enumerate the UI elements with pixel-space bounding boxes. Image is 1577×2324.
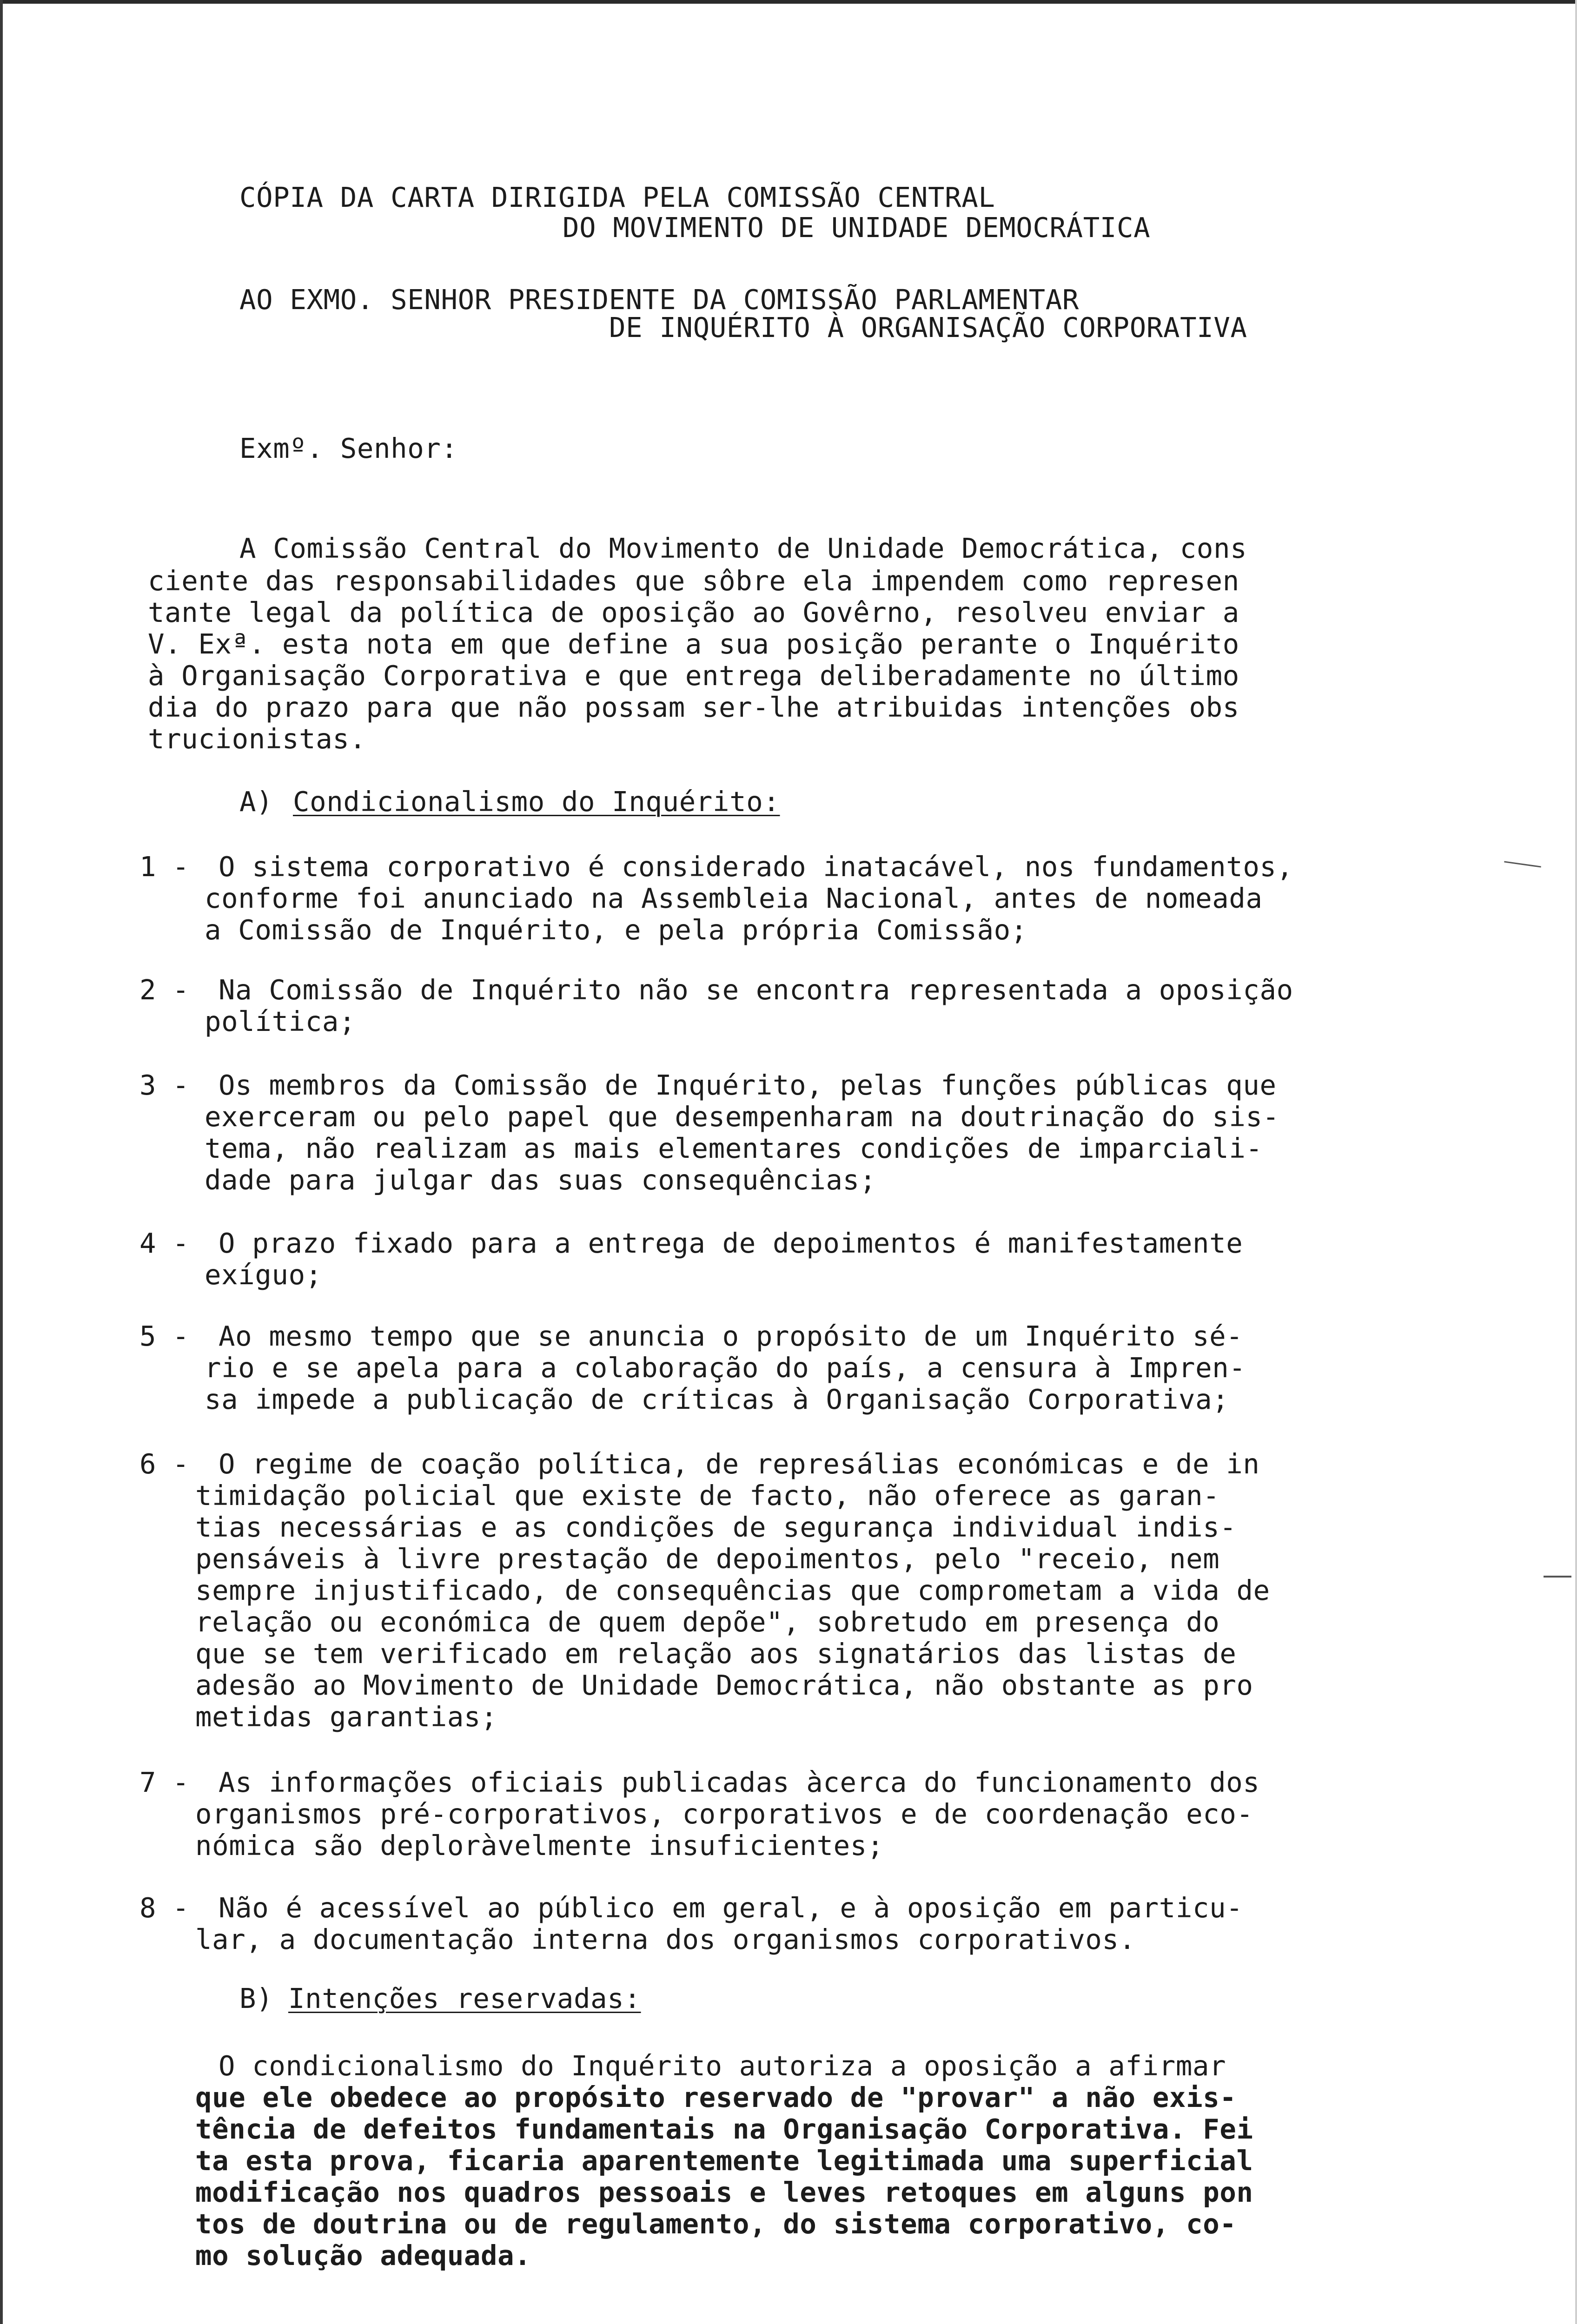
item-3-line: tema, não realizam as mais elementares condições de imparciali- — [205, 1132, 1263, 1164]
section-b-line: ta esta prova, ficaria aparentemente legitimada uma superficial — [195, 2145, 1253, 2177]
salutation: Exmº. Senhor: — [239, 432, 458, 464]
item-1-line: O sistema corporativo é considerado inatacável, nos fundamentos, — [219, 851, 1293, 883]
item-4-number: 4 - — [139, 1227, 189, 1259]
item-5-number: 5 - — [139, 1320, 189, 1352]
intro-line: ciente das responsabilidades que sôbre ela impendem como represen — [148, 565, 1239, 597]
item-6-line: adesão ao Movimento de Unidade Democrática, não obstante as pro — [195, 1669, 1253, 1701]
item-7-number: 7 - — [139, 1766, 189, 1798]
item-3-line: Os membros da Comissão de Inquérito, pelas funções públicas que — [219, 1069, 1277, 1101]
section-b-line: O condicionalismo do Inquérito autoriza a oposição a afirmar — [219, 2050, 1226, 2082]
intro-line: à Organisação Corporativa e que entrega deliberadamente no último — [148, 660, 1239, 692]
section-b-line: tos de doutrina ou de regulamento, do sistema corporativo, co- — [195, 2208, 1237, 2240]
section-b-line: modificação nos quadros pessoais e leves retoques em alguns pon — [195, 2176, 1253, 2208]
item-7-line: As informações oficiais publicadas àcerca do funcionamento dos — [219, 1766, 1260, 1798]
item-4-line: exíguo; — [205, 1259, 322, 1291]
item-6-number: 6 - — [139, 1448, 189, 1480]
scan-mark — [1544, 1576, 1571, 1578]
item-6-line: relação ou económica de quem depõe", sobretudo em presença do — [195, 1606, 1220, 1638]
item-6-line: timidação policial que existe de facto, não oferece as garan- — [195, 1479, 1220, 1512]
item-1-line: a Comissão de Inquérito, e pela própria Comissão; — [205, 914, 1027, 946]
section-a-letter: A) — [239, 786, 273, 818]
item-6-line: O regime de coação política, de represálias económicas e de in — [219, 1448, 1260, 1480]
section-b-title: Intenções reservadas: — [288, 1982, 641, 2014]
item-6-line: tias necessárias e as condições de segurança individual indis- — [195, 1511, 1237, 1543]
item-5-line: sa impede a publicação de críticas à Organisação Corporativa; — [205, 1383, 1229, 1415]
item-6-line: metidas garantias; — [195, 1701, 498, 1733]
item-3-line: exerceram ou pelo papel que desempenharam na doutrinação do sis- — [205, 1101, 1279, 1133]
heading-line-4: DE INQUÉRITO À ORGANISAÇÃO CORPORATIVA — [609, 311, 1247, 343]
intro-line: V. Exª. esta nota em que define a sua posição perante o Inquérito — [148, 628, 1239, 660]
item-1-line: conforme foi anunciado na Assembleia Nacional, antes de nomeada — [205, 882, 1263, 914]
item-8-number: 8 - — [139, 1892, 189, 1924]
item-6-line: sempre injustificado, de consequências que comprometam a vida de — [195, 1574, 1270, 1606]
item-3-line: dade para julgar das suas consequências; — [205, 1164, 876, 1196]
item-2-line: Na Comissão de Inquérito não se encontra representada a oposição — [219, 974, 1293, 1006]
item-2-number: 2 - — [139, 974, 189, 1006]
item-1-number: 1 - — [139, 851, 189, 883]
item-7-line: organismos pré-corporativos, corporativos e de coordenação eco- — [195, 1798, 1253, 1830]
intro-line: A Comissão Central do Movimento de Unidade Democrática, cons — [239, 532, 1247, 564]
item-4-line: O prazo fixado para a entrega de depoimentos é manifestamente — [219, 1227, 1243, 1259]
item-2-line: política; — [205, 1005, 356, 1037]
section-b-line: tência de defeitos fundamentais na Organisação Corporativa. Fei — [195, 2113, 1253, 2145]
item-5-line: Ao mesmo tempo que se anuncia o propósito de um Inquérito sé- — [219, 1320, 1243, 1352]
item-6-line: pensáveis à livre prestação de depoimentos, pelo "receio, nem — [195, 1543, 1220, 1575]
intro-line: trucionistas. — [148, 723, 366, 755]
section-b-line: mo solução adequada. — [195, 2239, 531, 2271]
intro-line: tante legal da política de oposição ao Govêrno, resolveu enviar a — [148, 596, 1239, 628]
section-a-title: Condicionalismo do Inquérito: — [293, 786, 780, 818]
section-b-line: que ele obedece ao propósito reservado de "provar" a não exis- — [195, 2081, 1237, 2113]
scan-mark — [1504, 861, 1541, 867]
heading-line-1: CÓPIA DA CARTA DIRIGIDA PELA COMISSÃO CENTRAL — [239, 181, 995, 213]
section-b-letter: B) — [239, 1982, 273, 2014]
item-6-line: que se tem verificado em relação aos signatários das listas de — [195, 1637, 1237, 1670]
item-7-line: nómica são deploràvelmente insuficientes; — [195, 1829, 884, 1862]
intro-line: dia do prazo para que não possam ser-lhe atribuidas intenções obs — [148, 691, 1239, 723]
heading-line-3: AO EXMO. SENHOR PRESIDENTE DA COMISSÃO PARLAMENTAR — [239, 284, 1080, 316]
item-3-number: 3 - — [139, 1069, 189, 1101]
heading-line-2: DO MOVIMENTO DE UNIDADE DEMOCRÁTICA — [563, 211, 1151, 244]
item-8-line: Não é acessível ao público em geral, e à oposição em particu- — [219, 1892, 1243, 1924]
item-8-line: lar, a documentação interna dos organismos corporativos. — [195, 1923, 1136, 1955]
item-5-line: rio e se apela para a colaboração do país, a censura à Impren- — [205, 1352, 1246, 1384]
